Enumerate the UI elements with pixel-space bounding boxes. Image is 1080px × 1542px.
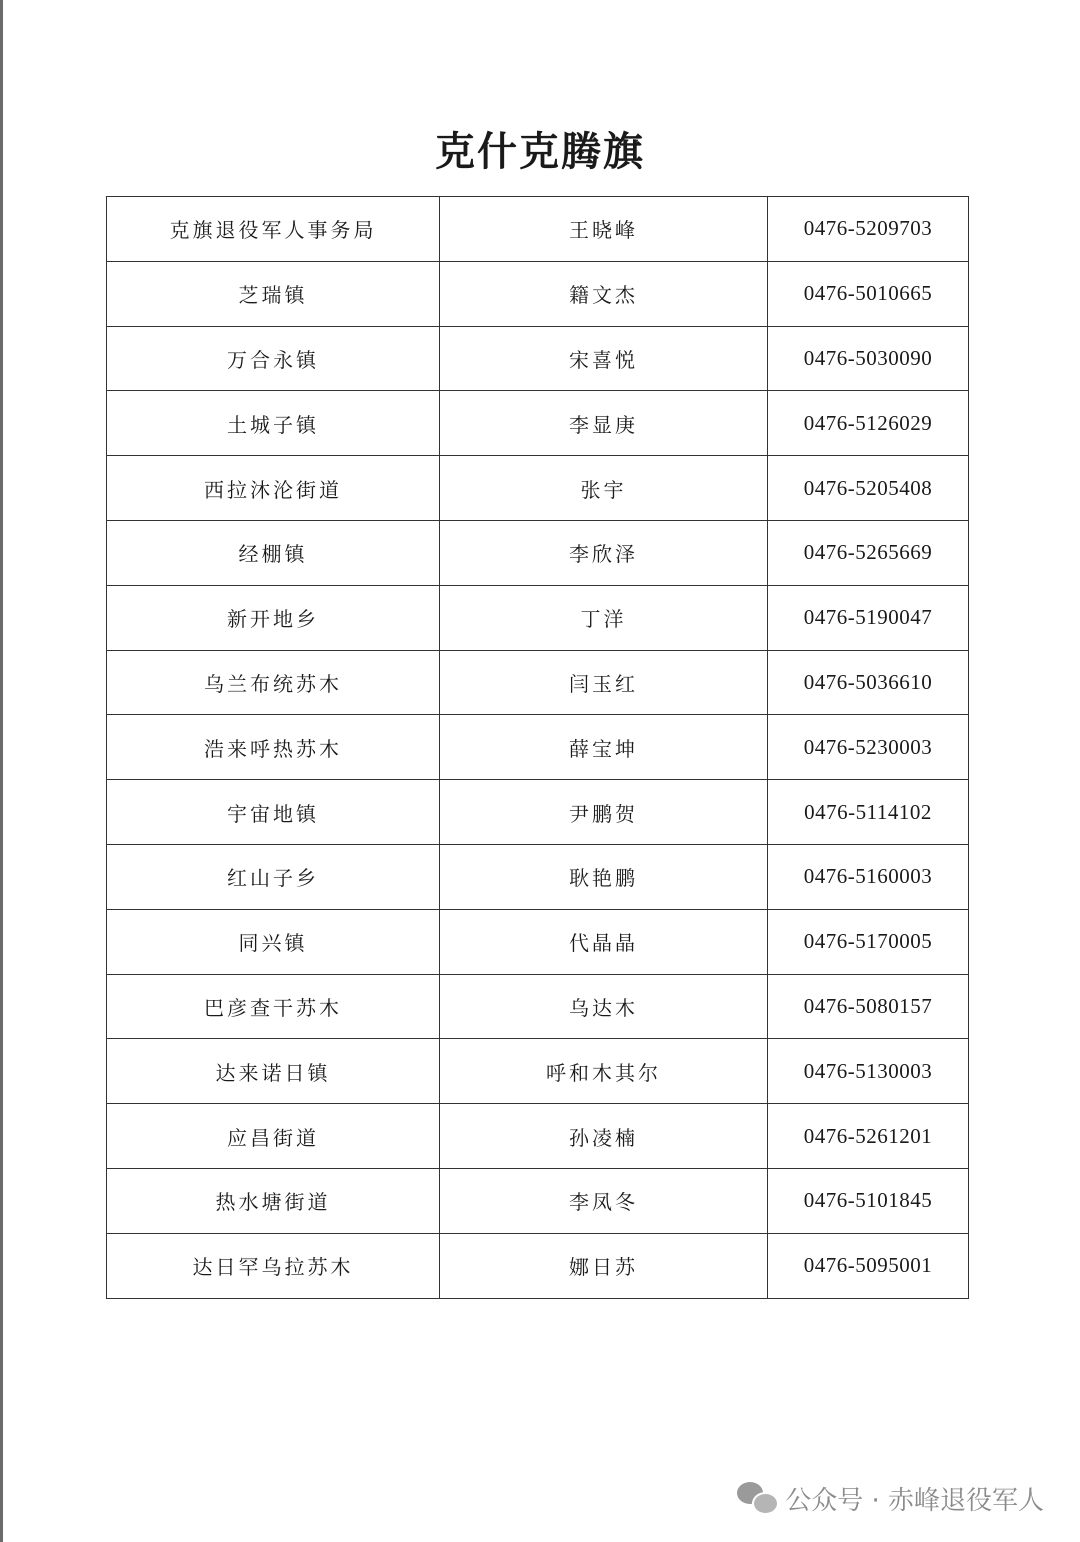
unit-cell: 土城子镇 — [107, 391, 440, 456]
phone-cell: 0476-5190047 — [768, 585, 969, 650]
contact-table-body — [107, 197, 969, 1299]
phone-cell: 0476-5095001 — [768, 1233, 969, 1298]
phone-cell: 0476-5080157 — [768, 974, 969, 1039]
phone-cell: 0476-5170005 — [768, 909, 969, 974]
table-row — [107, 780, 969, 845]
wechat-icon — [737, 1482, 777, 1514]
page-title: 克什克腾旗 — [435, 128, 645, 175]
unit-cell: 红山子乡 — [107, 844, 440, 909]
phone-cell: 0476-5126029 — [768, 391, 969, 456]
table-row — [107, 520, 969, 585]
unit-cell: 应昌街道 — [107, 1104, 440, 1169]
name-cell: 闫玉红 — [440, 650, 768, 715]
table-row — [107, 456, 969, 521]
name-cell: 尹鹏贺 — [440, 780, 768, 845]
unit-cell: 新开地乡 — [107, 585, 440, 650]
name-cell: 王晓峰 — [440, 197, 768, 262]
unit-cell: 经棚镇 — [107, 520, 440, 585]
name-cell: 李显庚 — [440, 391, 768, 456]
name-cell: 薛宝坤 — [440, 715, 768, 780]
name-cell: 李欣泽 — [440, 520, 768, 585]
name-cell: 丁洋 — [440, 585, 768, 650]
table-row — [107, 326, 969, 391]
phone-cell: 0476-5114102 — [768, 780, 969, 845]
table-row — [107, 1233, 969, 1298]
table-row — [107, 197, 969, 262]
table-row — [107, 974, 969, 1039]
unit-cell: 乌兰布统苏木 — [107, 650, 440, 715]
contact-table — [106, 196, 969, 1299]
phone-cell: 0476-5130003 — [768, 1039, 969, 1104]
table-row — [107, 1104, 969, 1169]
phone-cell: 0476-5205408 — [768, 456, 969, 521]
name-cell: 娜日苏 — [440, 1233, 768, 1298]
name-cell: 耿艳鹏 — [440, 844, 768, 909]
watermark-text: 公众号 · 赤峰退役军人 — [785, 1485, 1044, 1516]
unit-cell: 同兴镇 — [107, 909, 440, 974]
table-row — [107, 715, 969, 780]
page-edge — [0, 0, 3, 1542]
phone-cell: 0476-5160003 — [768, 844, 969, 909]
name-cell: 李凤冬 — [440, 1168, 768, 1233]
name-cell: 宋喜悦 — [440, 326, 768, 391]
table-row — [107, 261, 969, 326]
name-cell: 张宇 — [440, 456, 768, 521]
table-row — [107, 391, 969, 456]
unit-cell: 热水塘街道 — [107, 1168, 440, 1233]
phone-cell: 0476-5261201 — [768, 1104, 969, 1169]
name-cell: 籍文杰 — [440, 261, 768, 326]
name-cell: 代晶晶 — [440, 909, 768, 974]
phone-cell: 0476-5010665 — [768, 261, 969, 326]
phone-cell: 0476-5265669 — [768, 520, 969, 585]
phone-cell: 0476-5030090 — [768, 326, 969, 391]
unit-cell: 宇宙地镇 — [107, 780, 440, 845]
unit-cell: 浩来呼热苏木 — [107, 715, 440, 780]
table-row — [107, 909, 969, 974]
watermark — [737, 1478, 1044, 1518]
phone-cell: 0476-5209703 — [768, 197, 969, 262]
unit-cell: 克旗退役军人事务局 — [107, 197, 440, 262]
unit-cell: 巴彦查干苏木 — [107, 974, 440, 1039]
unit-cell: 达日罕乌拉苏木 — [107, 1233, 440, 1298]
table-row — [107, 585, 969, 650]
unit-cell: 西拉沐沦街道 — [107, 456, 440, 521]
table-row — [107, 1168, 969, 1233]
table-row — [107, 1039, 969, 1104]
table-row — [107, 844, 969, 909]
phone-cell: 0476-5101845 — [768, 1168, 969, 1233]
name-cell: 呼和木其尔 — [440, 1039, 768, 1104]
phone-cell: 0476-5230003 — [768, 715, 969, 780]
name-cell: 孙凌楠 — [440, 1104, 768, 1169]
unit-cell: 万合永镇 — [107, 326, 440, 391]
phone-cell: 0476-5036610 — [768, 650, 969, 715]
unit-cell: 芝瑞镇 — [107, 261, 440, 326]
unit-cell: 达来诺日镇 — [107, 1039, 440, 1104]
name-cell: 乌达木 — [440, 974, 768, 1039]
table-row — [107, 650, 969, 715]
